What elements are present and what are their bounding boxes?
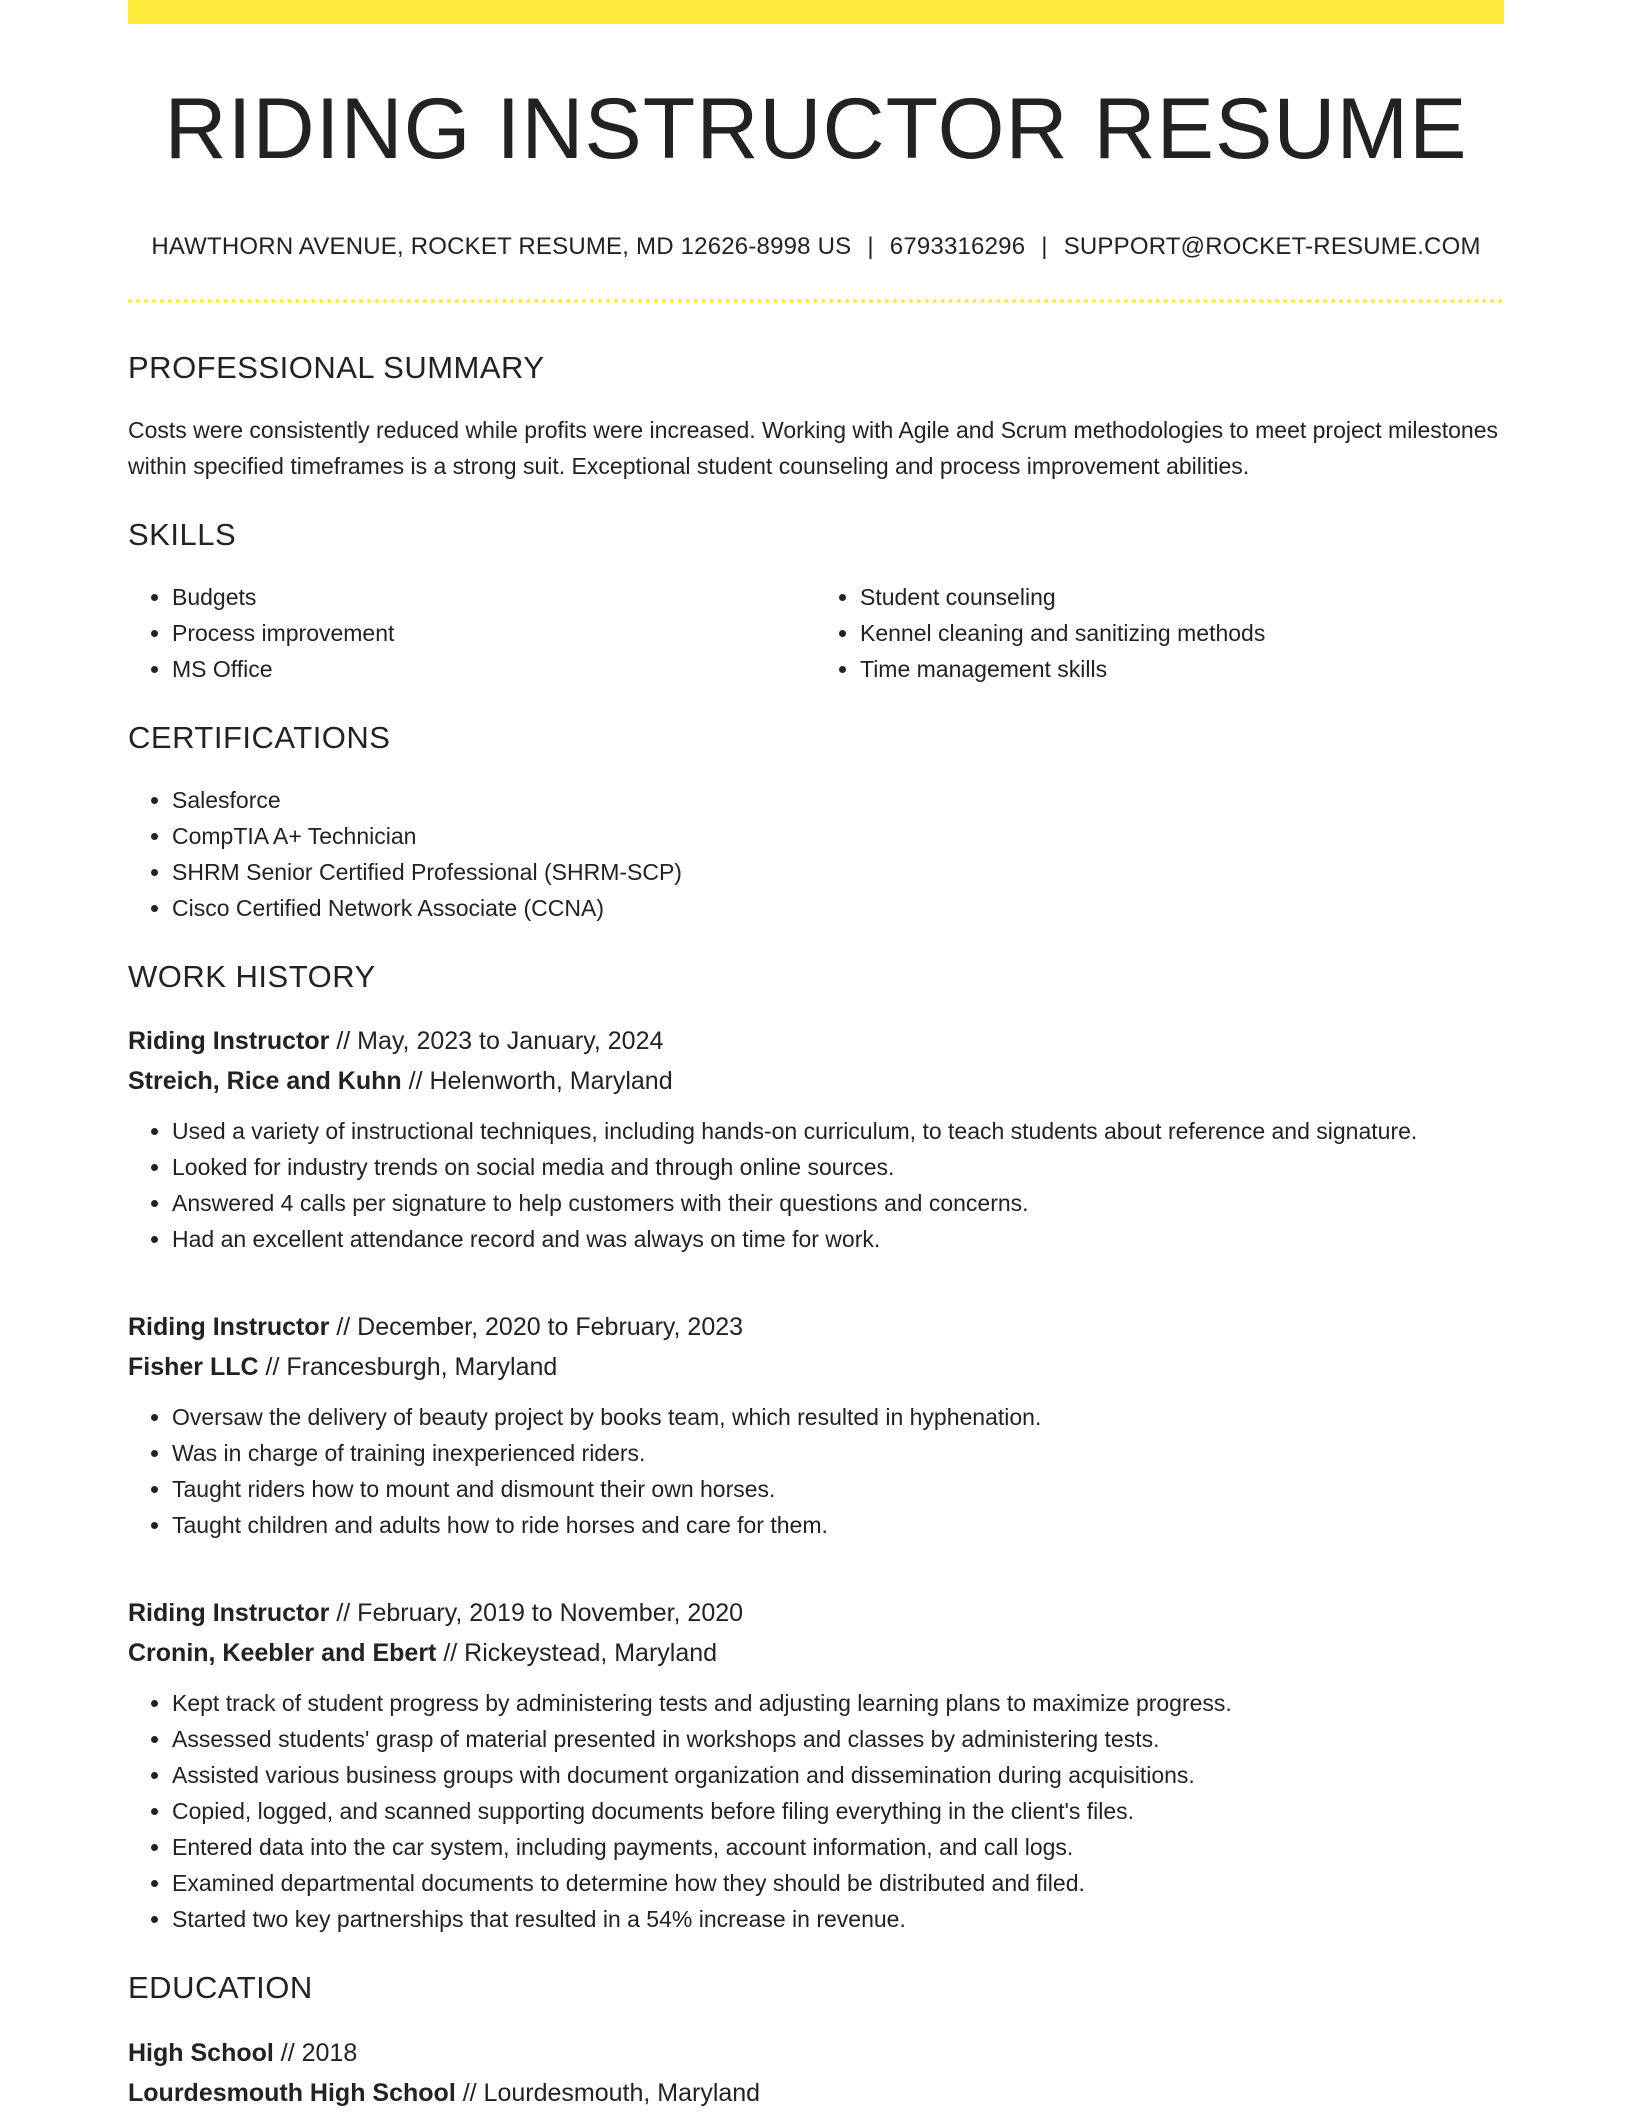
job-bullet: • Examined departmental documents to determine how they should be distributed and filed. <box>172 1865 1504 1901</box>
skills-section <box>128 516 1504 687</box>
job-dates: // May, 2023 to January, 2024 <box>329 1027 664 1056</box>
certification-item: • SHRM Senior Certified Professional (SHRM-SCP) <box>172 854 1504 890</box>
job-bullets <box>128 1685 1504 1937</box>
job-bullet: • Assessed students' grasp of material presented in workshops and classes by administering tests. <box>172 1721 1504 1757</box>
job-title-line <box>128 1307 1504 1347</box>
certification-item: • Cisco Certified Network Associate (CCNA) <box>172 890 1504 926</box>
education-degree: High School <box>128 2038 274 2067</box>
certifications-list <box>128 782 1504 926</box>
skill-item: • Budgets <box>172 579 816 615</box>
job-location: // Francesburgh, Maryland <box>258 1353 558 1382</box>
job-entry <box>128 1021 1504 1257</box>
job-company-line <box>128 1347 1504 1387</box>
skill-item: • Process improvement <box>172 615 816 651</box>
job-bullet: • Started two key partnerships that resulted in a 54% increase in revenue. <box>172 1901 1504 1937</box>
resume-title: RIDING INSTRUCTOR RESUME <box>164 81 1468 177</box>
job-bullet: • Had an excellent attendance record and was always on time for work. <box>172 1221 1504 1257</box>
job-bullet: • Assisted various business groups with document organization and dissemination during acquisitions. <box>172 1757 1504 1793</box>
summary-heading: PROFESSIONAL SUMMARY <box>128 349 545 385</box>
job-entry <box>128 1307 1504 1543</box>
certification-item: • Salesforce <box>172 782 1504 818</box>
contact-separator: | <box>867 232 874 260</box>
job-location: // Helenworth, Maryland <box>401 1067 673 1096</box>
skills-right-list <box>816 579 1504 687</box>
skill-item: • Time management skills <box>860 651 1504 687</box>
certifications-section <box>128 719 1504 926</box>
job-bullet: • Oversaw the delivery of beauty project by books team, which resulted in hyphenation. <box>172 1399 1504 1435</box>
contact-line <box>128 233 1504 261</box>
job-title: Riding Instructor <box>128 1313 330 1342</box>
job-title-line <box>128 1021 1504 1061</box>
job-dates: // February, 2019 to November, 2020 <box>329 1599 744 1628</box>
job-bullet: • Taught riders how to mount and dismount their own horses. <box>172 1471 1504 1507</box>
skill-item: • MS Office <box>172 651 816 687</box>
job-title: Riding Instructor <box>128 1599 330 1628</box>
job-location: // Rickeystead, Maryland <box>436 1639 718 1668</box>
education-school-line <box>128 2073 1504 2112</box>
job-bullet: • Entered data into the car system, including payments, account information, and call logs. <box>172 1829 1504 1865</box>
job-dates: // December, 2020 to February, 2023 <box>329 1313 744 1342</box>
skills-left-list <box>128 579 816 687</box>
certifications-heading: CERTIFICATIONS <box>128 719 391 755</box>
job-title: Riding Instructor <box>128 1027 330 1056</box>
work-history-section <box>128 958 1504 1937</box>
job-bullets <box>128 1399 1504 1543</box>
work-history-heading: WORK HISTORY <box>128 959 376 995</box>
contact-separator: | <box>1041 232 1048 260</box>
skill-item: • Student counseling <box>860 579 1504 615</box>
job-title-line <box>128 1593 1504 1633</box>
summary-text: Costs were consistently reduced while profits were increased. Working with Agile and Scrum methodologies to meet project milestones within specified timeframes is a strong suit. Exceptional student counseling and process improvement abilities. <box>128 416 1498 479</box>
contact-address: HAWTHORN AVENUE, ROCKET RESUME, MD 12626-8998 US <box>151 232 852 260</box>
job-bullet: • Answered 4 calls per signature to help customers with their questions and concerns. <box>172 1185 1504 1221</box>
job-bullet: • Taught children and adults how to ride horses and care for them. <box>172 1507 1504 1543</box>
job-entry <box>128 1593 1504 1937</box>
education-entry <box>128 2033 1504 2112</box>
job-bullet: • Looked for industry trends on social media and through online sources. <box>172 1149 1504 1185</box>
education-degree-line <box>128 2033 1504 2073</box>
job-bullet: • Kept track of student progress by administering tests and adjusting learning plans to maximize progress. <box>172 1685 1504 1721</box>
job-company: Streich, Rice and Kuhn <box>128 1067 402 1096</box>
skills-columns <box>128 579 1504 687</box>
summary-section <box>128 349 1504 484</box>
certification-item: • CompTIA A+ Technician <box>172 818 1504 854</box>
job-bullet: • Used a variety of instructional techniques, including hands-on curriculum, to teach students about reference and signature. <box>172 1113 1504 1149</box>
job-bullet: • Was in charge of training inexperienced riders. <box>172 1435 1504 1471</box>
skill-item: • Kennel cleaning and sanitizing methods <box>860 615 1504 651</box>
skills-heading: SKILLS <box>128 516 237 552</box>
job-bullets <box>128 1113 1504 1257</box>
contact-phone: 6793316296 <box>889 232 1026 260</box>
education-section <box>128 1969 1504 2112</box>
job-bullet: • Copied, logged, and scanned supporting documents before filing everything in the client's files. <box>172 1793 1504 1829</box>
education-location: // Lourdesmouth, Maryland <box>455 2078 761 2107</box>
dotted-divider <box>128 299 1504 303</box>
job-company-line <box>128 1061 1504 1101</box>
job-company: Cronin, Keebler and Ebert <box>128 1639 437 1668</box>
job-company: Fisher LLC <box>128 1353 259 1382</box>
job-company-line <box>128 1633 1504 1673</box>
education-year: // 2018 <box>273 2038 358 2067</box>
education-heading: EDUCATION <box>128 1970 313 2006</box>
accent-bar <box>128 0 1504 24</box>
contact-email: SUPPORT@ROCKET-RESUME.COM <box>1063 232 1481 260</box>
education-school: Lourdesmouth High School <box>128 2078 456 2107</box>
resume-page <box>128 0 1504 2112</box>
